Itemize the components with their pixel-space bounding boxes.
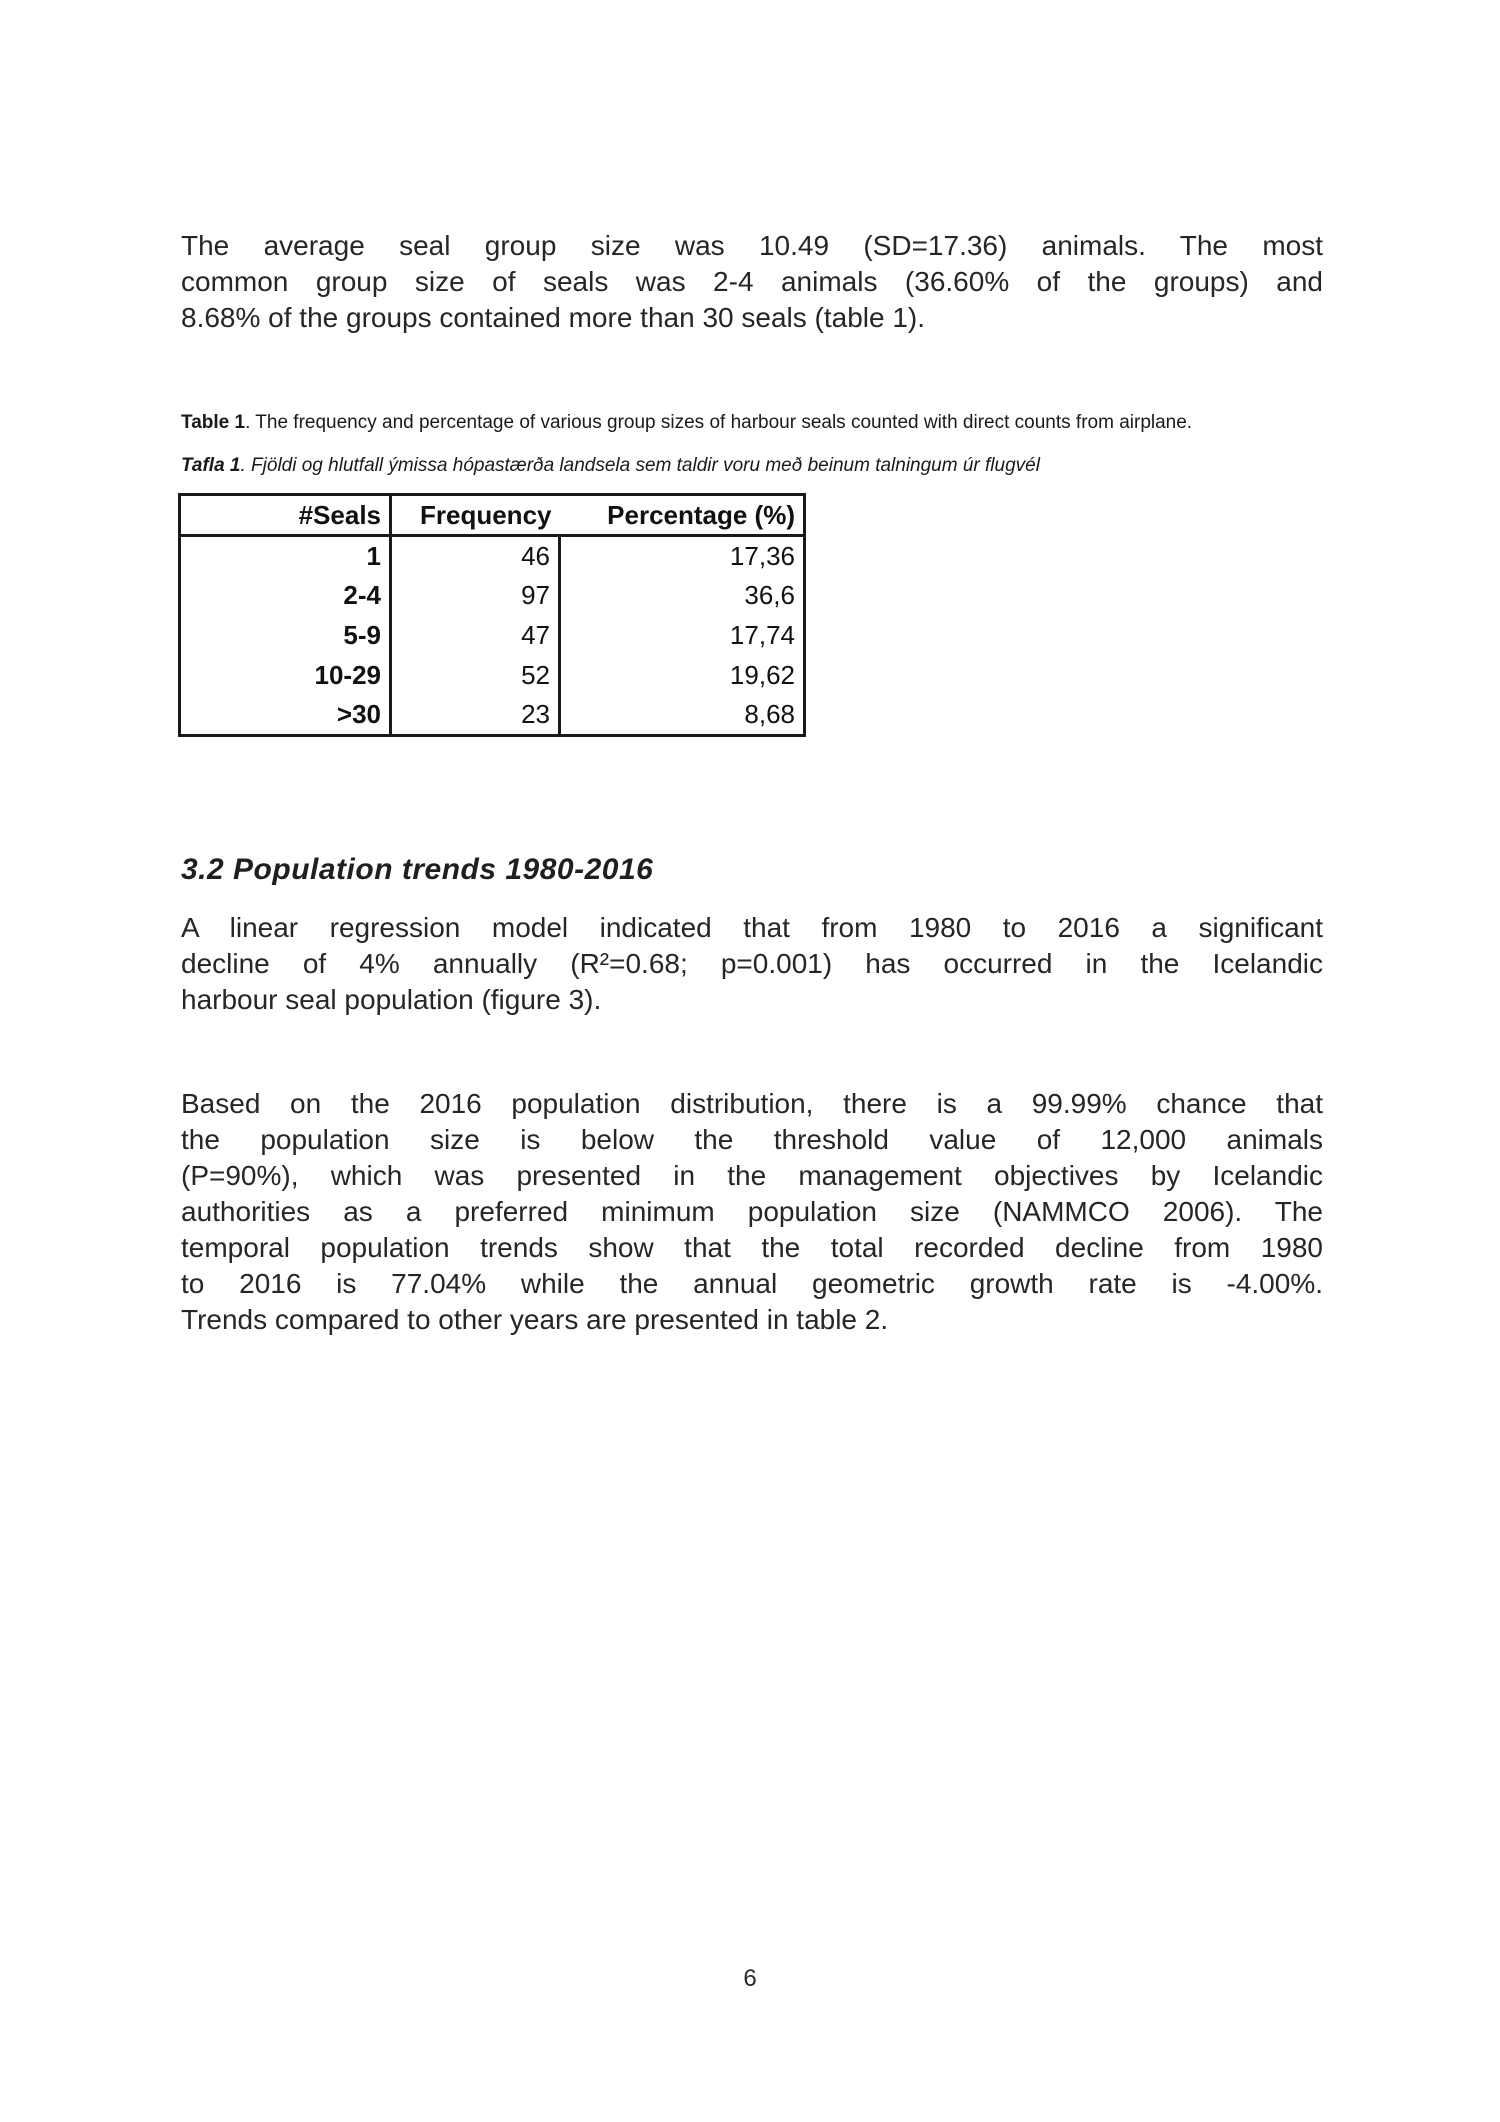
- table-header-row: [180, 495, 805, 536]
- cell-seals: 5-9: [180, 616, 391, 656]
- cell-percentage: 17,74: [729, 620, 795, 650]
- text-line: (P=90%), which was presented in the management objectives by Icelandic: [181, 1160, 1323, 1191]
- table-row: [180, 536, 805, 576]
- table1-caption-label: Table 1: [181, 412, 246, 433]
- table-row: [180, 576, 805, 616]
- cell-percentage: 8,68: [744, 699, 795, 730]
- text-line: The average seal group size was 10.49 (SD=17.36) animals. The most: [181, 230, 1323, 261]
- col-header-seals: #Seals: [180, 495, 391, 536]
- table-row: [180, 616, 805, 656]
- text-line: common group size of seals was 2-4 animals (36.60% of the groups) and: [181, 266, 1323, 297]
- text-line: Based on the 2016 population distribution, there is a 99.99% chance that: [181, 1088, 1323, 1119]
- cell-frequency: 23: [391, 696, 560, 736]
- cell-seals: 1: [180, 536, 391, 576]
- cell-seals: 10-29: [180, 656, 391, 696]
- text-line: decline of 4% annually (R²=0.68; p=0.001) has occurred in the Icelandic: [181, 948, 1323, 979]
- cell-seals: >30: [180, 696, 391, 736]
- table1-caption-label-icelandic: Tafla 1: [181, 455, 241, 476]
- table1-caption-icelandic: [181, 453, 1040, 479]
- table1-caption-text-icelandic: . Fjöldi og hlutfall ýmissa hópastærða landsela sem taldir voru með beinum talningum úr flugvél: [240, 455, 1040, 476]
- text-line: A linear regression model indicated that from 1980 to 2016 a significant: [181, 912, 1323, 943]
- cell-frequency: 47: [391, 616, 560, 656]
- cell-frequency: 97: [391, 576, 560, 616]
- text-line: the population size is below the threshold value of 12,000 animals: [181, 1124, 1323, 1155]
- table1-caption-english: [181, 410, 1192, 436]
- text-line: Trends compared to other years are presented in table 2.: [181, 1304, 889, 1335]
- paragraph-group-size: [181, 228, 1323, 336]
- section-heading-population-trends: 3.2 Population trends 1980-2016: [181, 853, 654, 886]
- table1-caption-text: . The frequency and percentage of various group sizes of harbour seals counted with direct counts from airplane.: [245, 412, 1193, 433]
- paragraph-population-threshold: [181, 1086, 1323, 1338]
- cell-percentage: 19,62: [729, 660, 795, 690]
- text-line: temporal population trends show that the total recorded decline from 1980: [181, 1232, 1323, 1263]
- text-line: harbour seal population (figure 3).: [181, 984, 602, 1015]
- cell-percentage: 17,36: [729, 540, 795, 571]
- table-row: [180, 656, 805, 696]
- col-header-percentage: Percentage (%): [560, 495, 805, 536]
- text-line: to 2016 is 77.04% while the annual geometric growth rate is -4.00%.: [181, 1268, 1323, 1299]
- paragraph-regression: [181, 910, 1323, 1018]
- col-header-frequency: Frequency: [391, 495, 560, 536]
- cell-frequency: 52: [391, 656, 560, 696]
- page-number: 6: [743, 1965, 757, 1992]
- cell-frequency: 46: [391, 536, 560, 576]
- cell-seals: 2-4: [180, 576, 391, 616]
- text-line: authorities as a preferred minimum population size (NAMMCO 2006). The: [181, 1196, 1323, 1227]
- table-row: [180, 696, 805, 736]
- text-line: 8.68% of the groups contained more than 30 seals (table 1).: [181, 302, 926, 333]
- cell-percentage: 36,6: [744, 580, 795, 610]
- seal-group-size-table: [178, 493, 806, 737]
